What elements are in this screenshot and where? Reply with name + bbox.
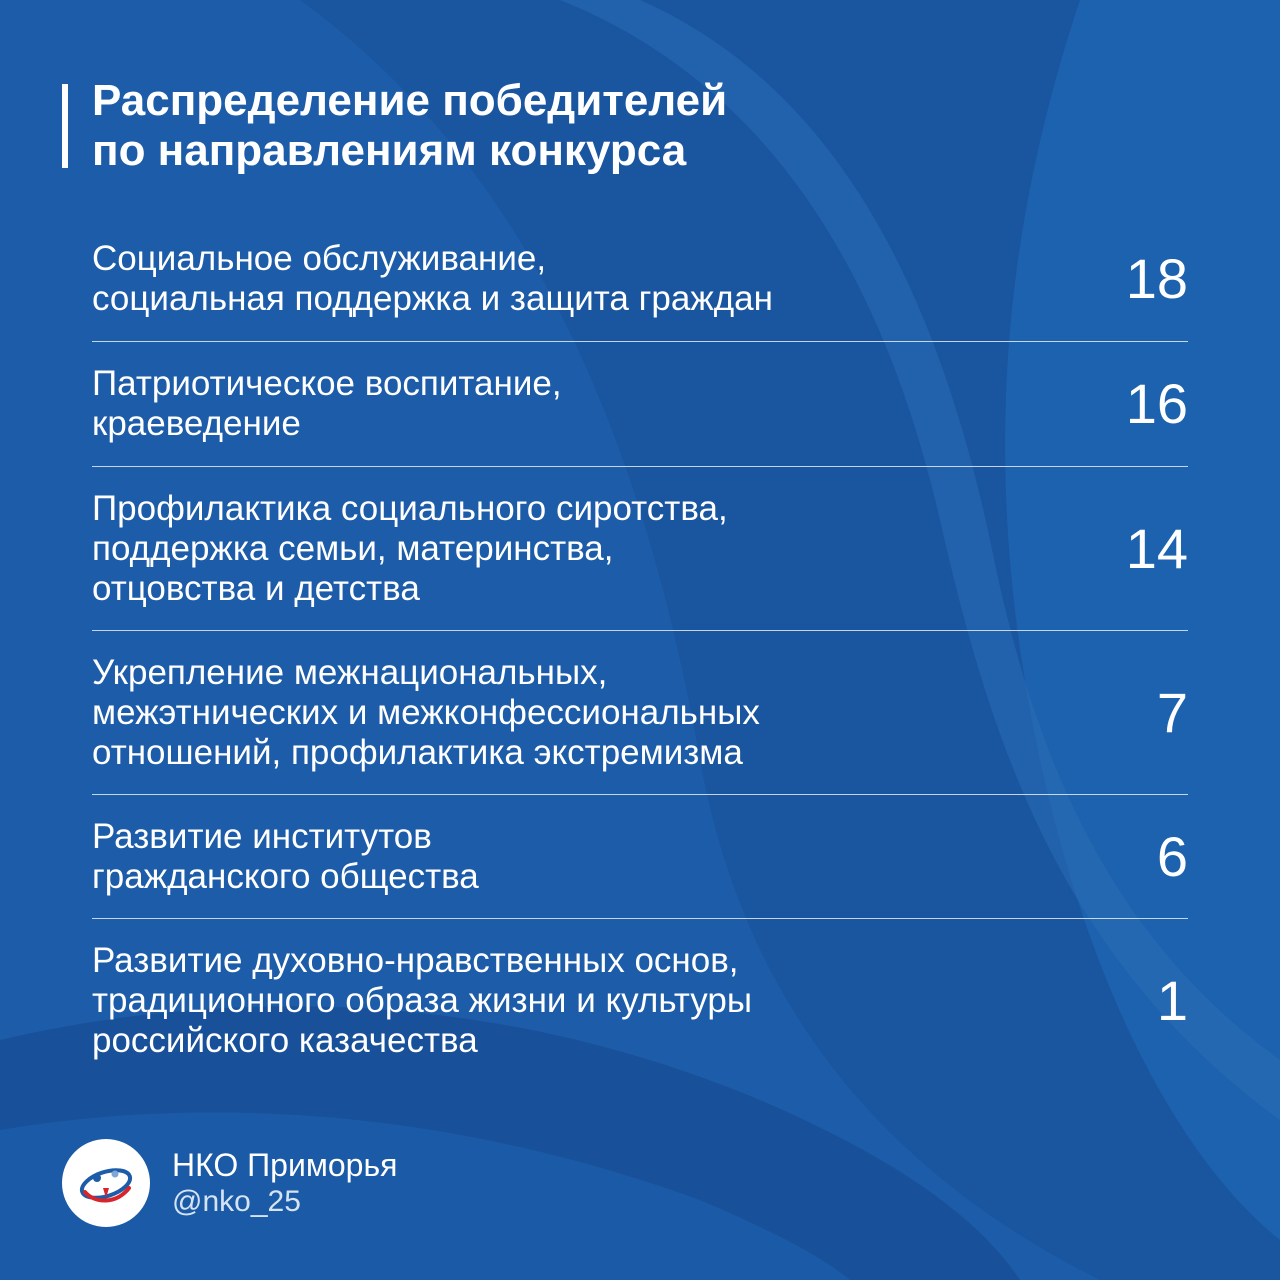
page-title: Распределение победителей по направлениям конкурса <box>92 76 728 175</box>
winners-count: 6 <box>1156 824 1188 888</box>
org-handle[interactable]: @nko_25 <box>172 1185 301 1218</box>
list-item <box>92 342 1188 467</box>
list-item <box>92 467 1188 631</box>
footer <box>62 1138 397 1228</box>
nko-primorya-logo-icon <box>62 1139 150 1227</box>
winners-count: 16 <box>1125 372 1188 435</box>
list-item <box>92 795 1188 919</box>
list-item <box>92 216 1188 342</box>
direction-label: Развитие институтов гражданского общества <box>92 816 479 896</box>
org-name: НКО Приморья <box>172 1147 398 1183</box>
list-item <box>92 919 1188 1082</box>
winners-count: 14 <box>1125 516 1188 580</box>
winners-count: 18 <box>1125 246 1188 310</box>
direction-label: Социальное обслуживание, социальная поддержка и защита граждан <box>92 238 773 318</box>
direction-label: Развитие духовно-нравственных основ, традиционного образа жизни и культуры российского казачества <box>92 940 752 1060</box>
list-item <box>92 631 1188 795</box>
winners-count: 7 <box>1156 680 1188 744</box>
title-accent-bar <box>62 84 68 168</box>
direction-label: Профилактика социального сиротства, поддержка семьи, материнства, отцовства и детства <box>92 488 728 608</box>
winners-count: 1 <box>1156 968 1188 1032</box>
results-list <box>92 216 1188 1082</box>
direction-label: Патриотическое воспитание, краеведение <box>92 364 562 443</box>
direction-label: Укрепление межнациональных, межэтнических и межконфессиональных отношений, профилактика экстремизма <box>92 652 760 772</box>
